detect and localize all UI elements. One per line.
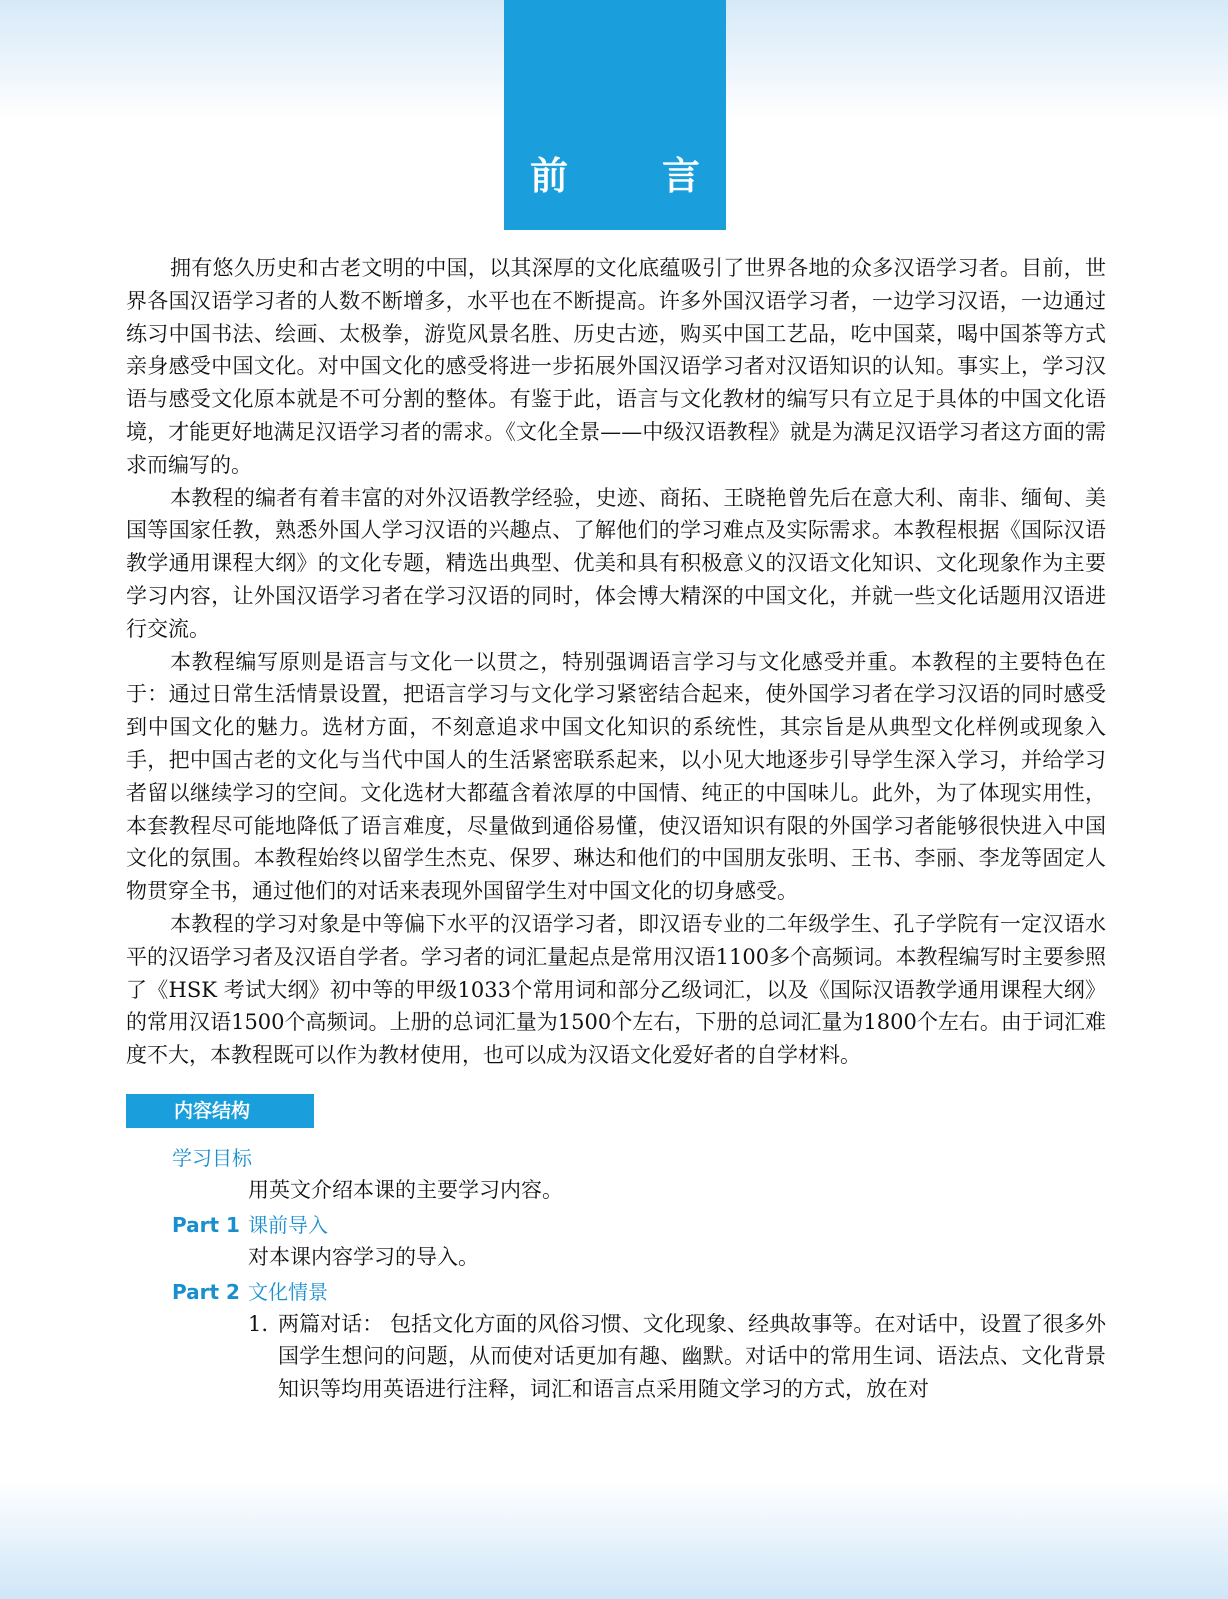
goal-heading: 学习目标 <box>172 1145 252 1170</box>
part1-title: 课前导入 <box>248 1212 328 1237</box>
part1-heading <box>172 1209 1106 1241</box>
part2-title: 文化情景 <box>248 1279 328 1304</box>
part1-number: Part 1 <box>172 1212 240 1237</box>
part1-description: 对本课内容学习的导入。 <box>248 1244 479 1269</box>
part2-heading <box>172 1276 1106 1308</box>
paragraph: 本教程编写原则是语言与文化一以贯之，特别强调语言学习与文化感受并重。本教程的主要特色在于：通过日常生活情景设置，把语言学习与文化学习紧密结合起来，使外国学习者在学习汉语的同时感受到中国文化的魅力。选材方面，不刻意追求中国文化知识的系统性，其宗旨是从典型文化样例或现象入手，把中国古老的文化与当代中国人的生活紧密联系起来，以小见大地逐步引导学生深入学习，并给学习者留以继续学习的空间。文化选材大都蕴含着浓厚的中国情、纯正的中国味儿。此外，为了体现实用性，本套教程尽可能地降低了语言难度，尽量做到通俗易懂，使汉语知识有限的外国学习者能够很快进入中国文化的氛围。本教程始终以留学生杰克、保罗、琳达和他们的中国朋友张明、王书、李丽、李龙等固定人物贯穿全书，通过他们的对话来表现外国留学生对中国文化的切身感受。 <box>126 649 1106 904</box>
goal-description: 用英文介绍本课的主要学习内容。 <box>248 1177 563 1202</box>
paragraph: 本教程的编者有着丰富的对外汉语教学经验，史迹、商拓、王晓艳曾先后在意大利、南非、缅甸、美国等国家任教，熟悉外国人学习汉语的兴趣点、了解他们的学习难点及实际需求。本教程根据《国际汉语教学通用课程大纲》的文化专题，精选出典型、优美和具有积极意义的汉语文化知识、文化现象作为主要学习内容，让外国汉语学习者在学习汉语的同时，体会博大精深的中国文化，并就一些文化话题用汉语进行交流。 <box>126 485 1106 641</box>
paragraph: 本教程的学习对象是中等偏下水平的汉语学习者，即汉语专业的二年级学生、孔子学院有一定汉语水平的汉语学习者及汉语自学者。学习者的词汇量起点是常用汉语1100多个高频词。本教程编写时主要参照了《HSK 考试大纲》初中等的甲级1033个常用词和部分乙级词汇，以及《国际汉语教学通用课程大纲》的常用汉语1500个高频词。上册的总词汇量为1500个左右，下册的总词汇量为1800个左右。由于词汇难度不大，本教程既可以作为教材使用，也可以成为汉语文化爱好者的自学材料。 <box>126 911 1106 1068</box>
list-item <box>248 1308 1106 1406</box>
part2-number: Part 2 <box>172 1279 240 1304</box>
section-heading: 内容结构 <box>126 1094 314 1128</box>
list-item-text: 两篇对话： 包括文化方面的风俗习惯、文化现象、经典故事等。在对话中，设置了很多外国学生想问的问题，从而使对话更加有趣、幽默。对话中的常用生词、语法点、文化背景知识等均用英语进行注释，词汇和语言点采用随文学习的方式，放在对 <box>278 1311 1106 1402</box>
page-title: 前 言 <box>529 154 728 198</box>
list-item-number: 1. <box>248 1311 269 1336</box>
title-banner <box>504 0 726 230</box>
main-content <box>126 252 1106 1406</box>
paragraph: 拥有悠久历史和古老文明的中国，以其深厚的文化底蕴吸引了世界各地的众多汉语学习者。目前，世界各国汉语学习者的人数不断增多，水平也在不断提高。许多外国汉语学习者，一边学习汉语，一边通过练习中国书法、绘画、太极拳，游览风景名胜、历史古迹，购买中国工艺品，吃中国菜，喝中国茶等方式亲身感受中国文化。对中国文化的感受将进一步拓展外国汉语学习者对汉语知识的认知。事实上，学习汉语与感受文化原本就是不可分割的整体。有鉴于此，语言与文化教材的编写只有立足于具体的中国文化语境，才能更好地满足汉语学习者的需求。《文化全景——中级汉语教程》就是为满足汉语学习者这方面的需求而编写的。 <box>126 256 1106 477</box>
